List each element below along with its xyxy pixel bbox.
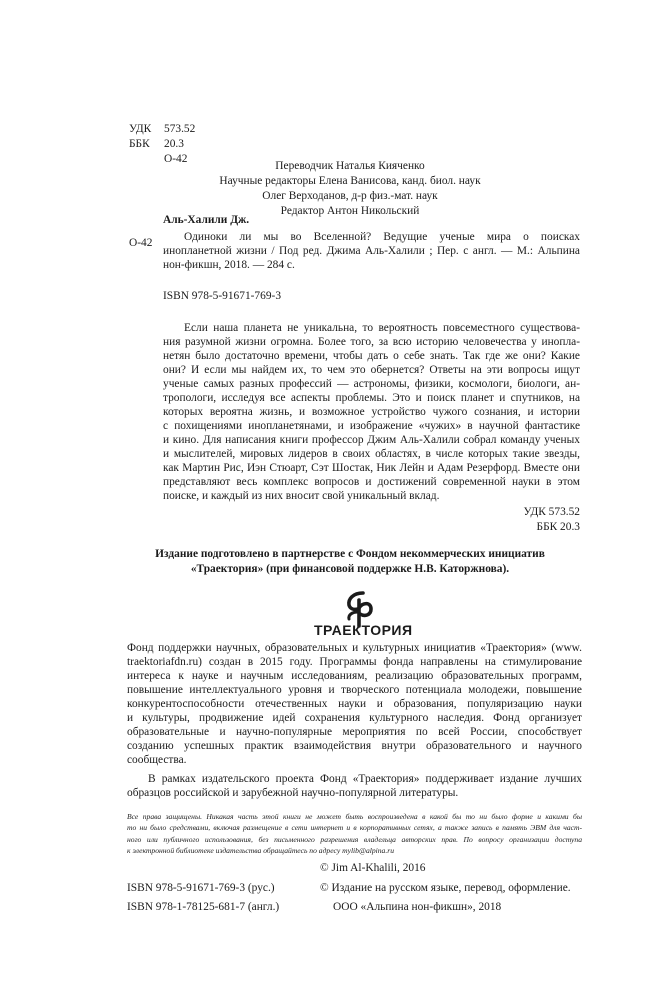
- bib-line: инопланетной жизни / Под ред. Джима Аль-Халили ; Пер. с англ. — М.: Альпина: [163, 245, 580, 257]
- annotation-line: Если наша планета не уникальна, то вероятность повсеместного существова-: [184, 322, 580, 334]
- project-line: образцов российской и зарубежной научно-популярной литературы.: [127, 787, 459, 799]
- copyright-russian-edition: © Издание на русском языке, перевод, оформление.: [320, 882, 571, 894]
- copyright-publisher: ООО «Альпина нон-фикшн», 2018: [333, 901, 502, 913]
- credit-translator: Переводчик Наталья Кияченко: [275, 160, 425, 172]
- bib-line: Одиноки ли мы во Вселенной? Ведущие ученые мира о поисках: [184, 231, 580, 243]
- author-mark: О-42: [164, 153, 188, 165]
- isbn-english: ISBN 978-1-78125-681-7 (англ.): [127, 901, 280, 913]
- annotation-line: представляют весь комплекс вопросов и достижений современной науки в этом: [163, 476, 580, 488]
- annotation-line: с похищениями инопланетянами, и изображение «чужих» в научной фантастике: [163, 420, 580, 432]
- annotation-line: нетян было достаточно времени, чтобы дать о себе знать. Так где же они? Какие: [163, 350, 580, 362]
- bib-line: нон-фикшн, 2018. — 284 с.: [163, 259, 295, 271]
- fund-line: Фонд поддержки научных, образовательных и культурных инициатив «Траектория» (www.: [127, 642, 582, 654]
- fund-line: и культуры, продвижение идей сохранения культурного наследия. Фонд организует: [127, 712, 582, 724]
- annotation-line: и мыслителей, мировых лидеров в своих областях, в числе которых такие звезды,: [163, 448, 580, 460]
- isbn-russian: ISBN 978-5-91671-769-3 (рус.): [127, 882, 275, 894]
- fund-line: конкурентоспособности отечественных науки и образования, популяризацию науки: [127, 698, 582, 710]
- annotation-line: ученые самых разных профессий — астрономы, физики, космологи, биологи, ан-: [163, 378, 580, 390]
- fund-line: сообщества.: [127, 754, 187, 766]
- annotation-line: тропологи, исследуя все аспекты проблемы. Это и поиск планет и спутников, на: [163, 392, 580, 404]
- udk-value: 573.52: [164, 123, 196, 135]
- partnership-line: «Траектория» (при финансовой поддержке Н.В. Каторжнова).: [190, 563, 510, 575]
- credit-editor: Редактор Антон Никольский: [280, 205, 420, 217]
- legal-line: к электронной библиотеке издательства обращайтесь по адресу mylib@alpina.ru: [127, 846, 395, 856]
- legal-line: то ни было средствами, включая размещение в сети интернет и в корпоративных сетях, а также запись в память ЭВМ для част-: [127, 823, 582, 833]
- fund-line: интереса к науке и научным исследованиям, реализацию образовательных программ,: [127, 670, 582, 682]
- annotation-line: и кино. Для написания книги профессор Джим Аль-Халили собрал команду ученых: [163, 434, 580, 446]
- bbk-value: 20.3: [164, 138, 184, 150]
- legal-line: ного или публичного использования, без письменного разрешения владельца авторских прав. По вопросу организации доступа: [127, 834, 582, 844]
- annotation-bbk: ББК 20.3: [536, 521, 580, 533]
- annotation-line: они? И если мы найдем их, то чем это обернется? Ответы на эти вопросы ищут: [163, 364, 580, 376]
- project-description: [127, 772, 582, 800]
- fund-line: traektoriafdn.ru) создан в 2015 году. Программы фонда направлены на стимулирование: [127, 656, 582, 668]
- project-line: В рамках издательского проекта Фонд «Траектория» поддерживает издание лучших: [148, 773, 582, 785]
- fund-line: созданию успешных практик взаимодействия внутри образовательного и научного: [127, 740, 582, 752]
- side-author-mark: О-42: [129, 237, 153, 249]
- annotation-line: как Мартин Рис, Иэн Стюарт, Сэт Шостак, Ник Лейн и Адам Резерфорд. Вместе они: [163, 462, 580, 474]
- credit-science-editors: Научные редакторы Елена Ванисова, канд. биол. наук: [219, 175, 481, 187]
- legal-notice: [127, 811, 582, 857]
- credit-science-editor-2: Олег Верходанов, д-р физ.-мат. наук: [262, 190, 438, 202]
- partnership-line: Издание подготовлено в партнерстве с Фондом некоммерческих инициатив: [155, 548, 545, 560]
- logo-wordmark: ТРАЕКТОРИЯ: [314, 622, 413, 638]
- fund-line: образовательные и научно-популярные мероприятия по всей России, способствует: [127, 726, 582, 738]
- udk-label: УДК: [129, 123, 152, 135]
- annotation-line: поиске, и каждый из них вносит свой уникальный вклад.: [163, 490, 440, 502]
- legal-line: Все права защищены. Никакая часть этой книги не может быть воспроизведена в какой бы то ни было форме и какими бы: [127, 812, 582, 821]
- author-heading: Аль-Халили Дж.: [163, 214, 250, 226]
- copyright-original: © Jim Al-Khalili, 2016: [320, 862, 426, 874]
- annotation-line: которых вероятна жизнь, и возможное устройство чужого сознания, и истории: [163, 406, 580, 418]
- annotation-udk: УДК 573.52: [523, 506, 580, 518]
- bbk-label: ББК: [129, 138, 150, 150]
- annotation-line: ния разумной жизни огромна. Более того, за всю историю человечества у инопла-: [163, 336, 580, 348]
- fund-description: [127, 641, 582, 767]
- annotation: [163, 321, 580, 503]
- isbn-main: ISBN 978-5-91671-769-3: [163, 290, 282, 302]
- bibliographic-record: [163, 230, 580, 272]
- fund-line: повышение интеллектуального уровня и творческого потенциала молодежи, повышение: [127, 684, 582, 696]
